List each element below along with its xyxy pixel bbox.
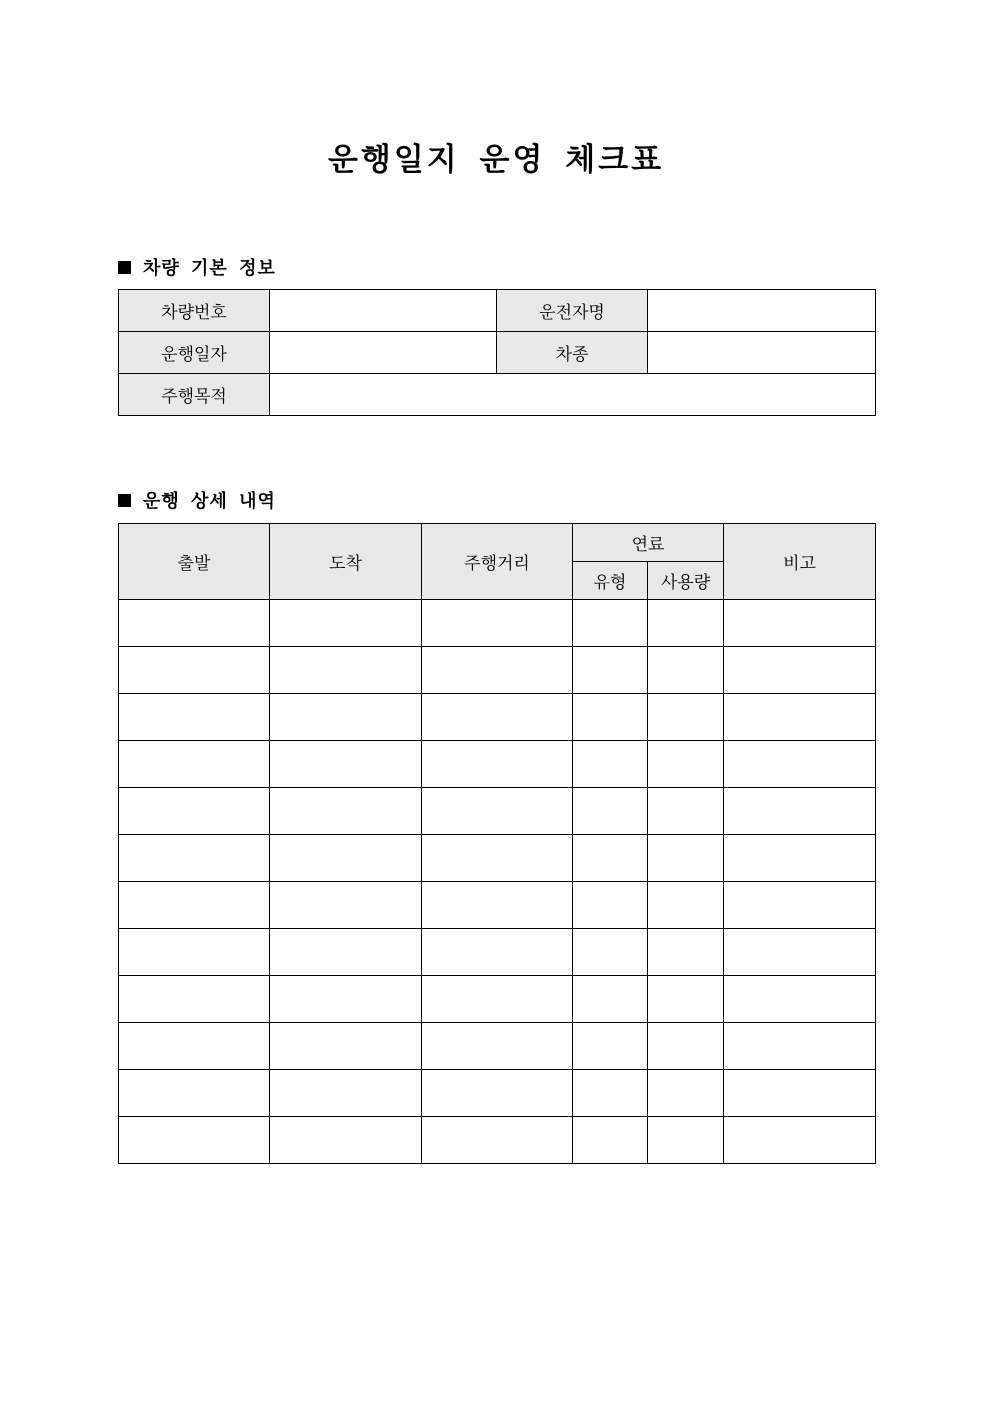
- fuel-type-header: 유형: [573, 562, 648, 600]
- table-row: [119, 741, 876, 788]
- vehicle-type-label: 차종: [497, 332, 648, 374]
- fuel-usage-cell[interactable]: [648, 1023, 724, 1070]
- remarks-cell[interactable]: [724, 835, 876, 882]
- fuel-type-cell[interactable]: [573, 647, 648, 694]
- fuel-usage-cell[interactable]: [648, 835, 724, 882]
- fuel-type-cell[interactable]: [573, 929, 648, 976]
- distance-cell[interactable]: [422, 600, 573, 647]
- fuel-header: 연료: [573, 524, 724, 562]
- vehicle-info-table: [118, 289, 876, 416]
- arrival-cell[interactable]: [270, 835, 422, 882]
- fuel-type-cell[interactable]: [573, 1117, 648, 1164]
- distance-header: 주행거리: [422, 524, 573, 600]
- fuel-type-cell[interactable]: [573, 976, 648, 1023]
- departure-cell[interactable]: [119, 741, 270, 788]
- fuel-type-cell[interactable]: [573, 1023, 648, 1070]
- fuel-type-cell[interactable]: [573, 882, 648, 929]
- remarks-cell[interactable]: [724, 882, 876, 929]
- fuel-type-cell[interactable]: [573, 741, 648, 788]
- remarks-cell[interactable]: [724, 694, 876, 741]
- table-row: [119, 1023, 876, 1070]
- square-bullet-icon: [118, 261, 131, 274]
- distance-cell[interactable]: [422, 929, 573, 976]
- section-heading-vehicle-info: [118, 254, 276, 280]
- fuel-usage-cell[interactable]: [648, 788, 724, 835]
- remarks-cell[interactable]: [724, 976, 876, 1023]
- fuel-usage-cell[interactable]: [648, 600, 724, 647]
- fuel-usage-header: 사용량: [648, 562, 724, 600]
- fuel-type-cell[interactable]: [573, 600, 648, 647]
- distance-cell[interactable]: [422, 694, 573, 741]
- arrival-cell[interactable]: [270, 600, 422, 647]
- table-row: [119, 976, 876, 1023]
- distance-cell[interactable]: [422, 1023, 573, 1070]
- header-row: [119, 524, 876, 562]
- remarks-cell[interactable]: [724, 600, 876, 647]
- table-row: [119, 647, 876, 694]
- purpose-label: 주행목적: [119, 374, 270, 416]
- table-row: [119, 600, 876, 647]
- distance-cell[interactable]: [422, 1070, 573, 1117]
- arrival-cell[interactable]: [270, 741, 422, 788]
- page-title: 운행일지 운영 체크표: [327, 142, 665, 178]
- arrival-cell[interactable]: [270, 1023, 422, 1070]
- fuel-usage-cell[interactable]: [648, 1070, 724, 1117]
- arrival-cell[interactable]: [270, 694, 422, 741]
- remarks-cell[interactable]: [724, 1117, 876, 1164]
- arrival-header: 도착: [270, 524, 422, 600]
- fuel-usage-cell[interactable]: [648, 1117, 724, 1164]
- table-row: [119, 374, 876, 416]
- section-heading-operation-details: [118, 487, 276, 513]
- remarks-cell[interactable]: [724, 647, 876, 694]
- distance-cell[interactable]: [422, 788, 573, 835]
- fuel-usage-cell[interactable]: [648, 647, 724, 694]
- fuel-type-cell[interactable]: [573, 788, 648, 835]
- vehicle-number-field[interactable]: [270, 290, 497, 332]
- table-row: [119, 694, 876, 741]
- departure-cell[interactable]: [119, 788, 270, 835]
- distance-cell[interactable]: [422, 835, 573, 882]
- departure-cell[interactable]: [119, 1117, 270, 1164]
- distance-cell[interactable]: [422, 882, 573, 929]
- fuel-usage-cell[interactable]: [648, 741, 724, 788]
- remarks-cell[interactable]: [724, 741, 876, 788]
- departure-cell[interactable]: [119, 976, 270, 1023]
- departure-cell[interactable]: [119, 694, 270, 741]
- operation-date-label: 운행일자: [119, 332, 270, 374]
- fuel-type-cell[interactable]: [573, 835, 648, 882]
- section-heading-label: 차량 기본 정보: [143, 258, 276, 279]
- remarks-cell[interactable]: [724, 1070, 876, 1117]
- vehicle-number-label: 차량번호: [119, 290, 270, 332]
- operation-details-table: [118, 523, 876, 1164]
- fuel-usage-cell[interactable]: [648, 882, 724, 929]
- vehicle-type-field[interactable]: [648, 332, 876, 374]
- arrival-cell[interactable]: [270, 882, 422, 929]
- distance-cell[interactable]: [422, 1117, 573, 1164]
- fuel-type-cell[interactable]: [573, 694, 648, 741]
- table-row: [119, 788, 876, 835]
- table-row: [119, 882, 876, 929]
- fuel-usage-cell[interactable]: [648, 929, 724, 976]
- table-row: [119, 290, 876, 332]
- remarks-cell[interactable]: [724, 1023, 876, 1070]
- distance-cell[interactable]: [422, 976, 573, 1023]
- arrival-cell[interactable]: [270, 1070, 422, 1117]
- section-heading-label: 운행 상세 내역: [143, 491, 276, 512]
- departure-cell[interactable]: [119, 1023, 270, 1070]
- arrival-cell[interactable]: [270, 647, 422, 694]
- driver-name-field[interactable]: [648, 290, 876, 332]
- remarks-cell[interactable]: [724, 788, 876, 835]
- departure-header: 출발: [119, 524, 270, 600]
- departure-cell[interactable]: [119, 600, 270, 647]
- table-row: [119, 332, 876, 374]
- fuel-usage-cell[interactable]: [648, 694, 724, 741]
- square-bullet-icon: [118, 494, 131, 507]
- arrival-cell[interactable]: [270, 929, 422, 976]
- operation-date-field[interactable]: [270, 332, 497, 374]
- departure-cell[interactable]: [119, 1070, 270, 1117]
- fuel-usage-cell[interactable]: [648, 976, 724, 1023]
- distance-cell[interactable]: [422, 647, 573, 694]
- remarks-cell[interactable]: [724, 929, 876, 976]
- remarks-header: 비고: [724, 524, 876, 600]
- distance-cell[interactable]: [422, 741, 573, 788]
- arrival-cell[interactable]: [270, 1117, 422, 1164]
- purpose-field[interactable]: [270, 374, 876, 416]
- departure-cell[interactable]: [119, 929, 270, 976]
- table-row: [119, 929, 876, 976]
- table-row: [119, 1070, 876, 1117]
- driver-name-label: 운전자명: [497, 290, 648, 332]
- arrival-cell[interactable]: [270, 788, 422, 835]
- departure-cell[interactable]: [119, 835, 270, 882]
- departure-cell[interactable]: [119, 647, 270, 694]
- table-row: [119, 1117, 876, 1164]
- table-row: [119, 835, 876, 882]
- fuel-type-cell[interactable]: [573, 1070, 648, 1117]
- arrival-cell[interactable]: [270, 976, 422, 1023]
- departure-cell[interactable]: [119, 882, 270, 929]
